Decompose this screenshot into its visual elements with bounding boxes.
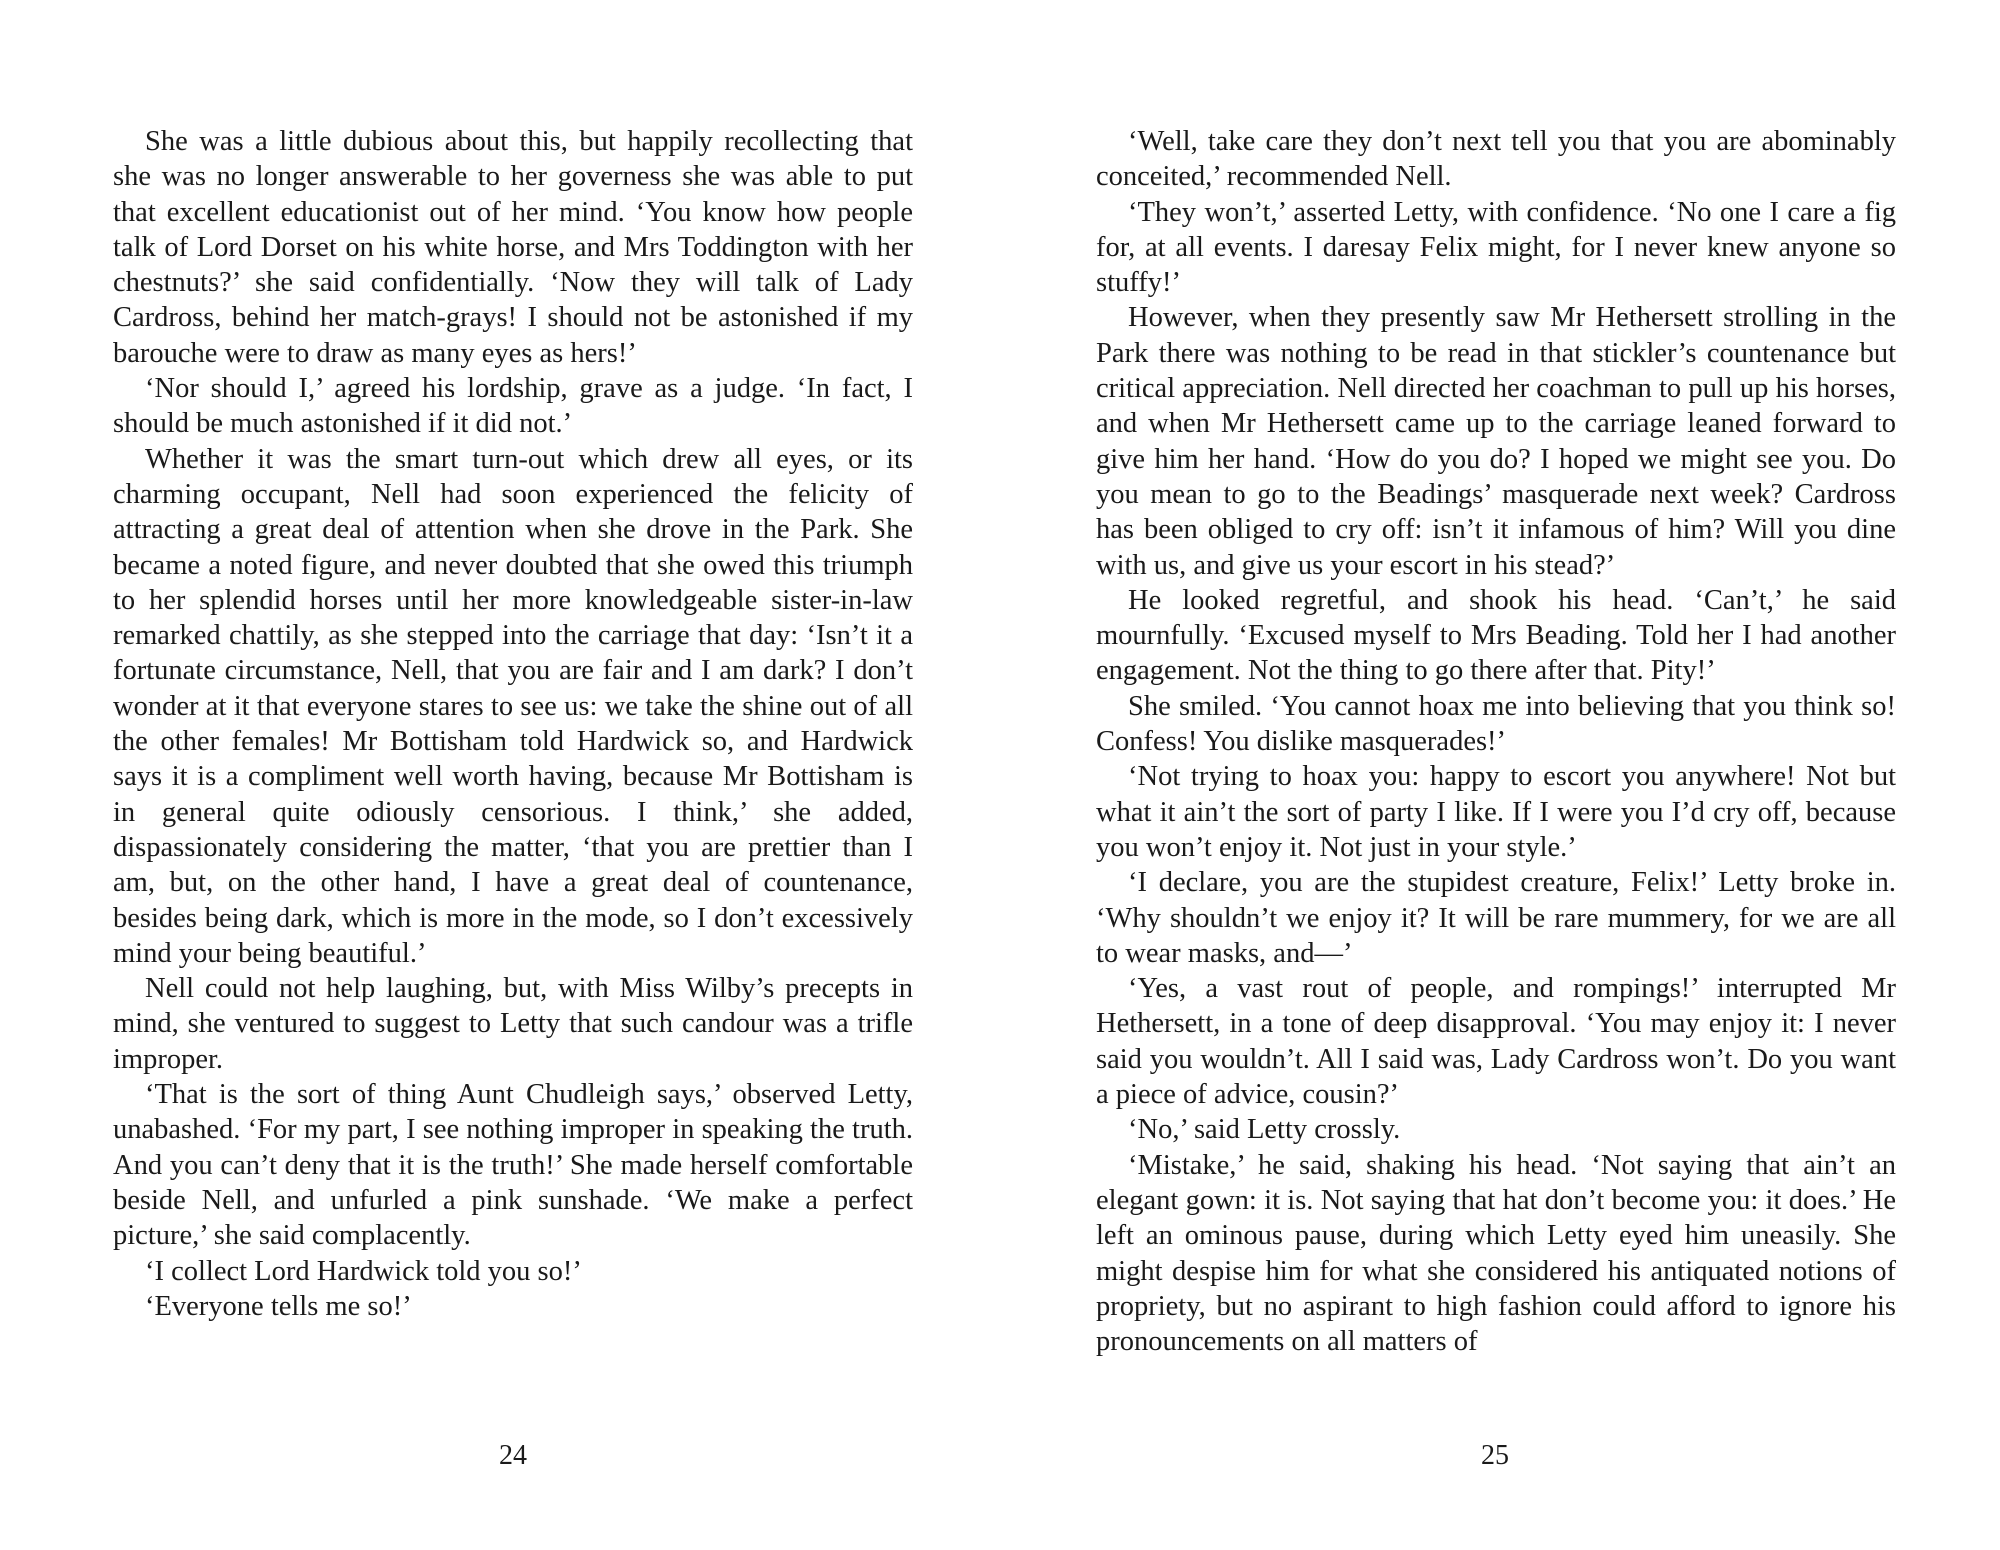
paragraph: ‘Everyone tells me so!’ <box>145 1290 412 1322</box>
paragraph: She was a little dubious about this, but happily recollecting that she was no longer answerable to her governess she was able to put that excellent educationist out of her mind. ‘You know how people talk of Lord Dorset on his white horse, and Mrs Toddington with her chestnuts?’ she said confidentially. ‘Now they will talk of Lady Cardross, behind her match-grays! I should not be astonished if my barouche were to draw as many eyes as hers!’ <box>113 126 913 369</box>
paragraph: ‘Mistake,’ he said, shaking his head. ‘Not saying that ain’t an elegant gown: it is. Not saying that hat don’t become you: it does.’ He left an ominous pause, during which Letty eyed him uneasily. She might despise him for what she considered his antiquated notions of propriety, but no aspirant to high fashion could afford to ignore his pronouncements on all matters of <box>1096 1149 1896 1358</box>
paragraph: However, when they presently saw Mr Hethersett strolling in the Park there was nothing to be read in that stickler’s countenance but critical appreciation. Nell directed her coachman to pull up his horses, and when Mr Hethersett came up to the carriage leaned forward to give him her hand. ‘How do you do? I hoped we might see you. Do you mean to go to the Beadings’ masquerade next week? Cardross has been obliged to cry off: isn’t it infamous of him? Will you dine with us, and give us your escort in his stead?’ <box>1096 302 1896 581</box>
paragraph: Whether it was the smart turn-out which drew all eyes, or its charming occupant, Nell had soon experienced the felicity of attracting a great deal of attention when she drove in the Park. She became a noted figure, and never doubted that she owed this triumph to her splendid horses until her more knowledgeable sister-in-law remarked chattily, as she stepped into the carriage that day: ‘Isn’t it a fortunate circumstance, Nell, that you are fair and I am dark? I don’t wonder at it that everyone stares to see us: we take the shine out of all the other females! Mr Bottisham told Hardwick so, and Hardwick says it is a compliment well worth having, because Mr Bottisham is in general quite odiously censorious. I think,’ she added, dispassionately considering the matter, ‘that you are prettier than I am, but, on the other hand, I have a great deal of countenance, besides being dark, which is more in the mode, so I don’t excessively mind your being beautiful.’ <box>113 443 913 969</box>
paragraph: ‘Nor should I,’ agreed his lordship, grave as a judge. ‘In fact, I should be much astonished if it did not.’ <box>113 373 913 440</box>
paragraph: ‘Yes, a vast rout of people, and rompings!’ interrupted Mr Hethersett, in a tone of deep disapproval. ‘You may enjoy it: I never said you wouldn’t. All I said was, Lady Cardross won’t. Do you want a piece of advice, cousin?’ <box>1096 973 1896 1111</box>
paragraph: ‘Not trying to hoax you: happy to escort you anywhere! Not but what it ain’t the sort of party I like. If I were you I’d cry off, because you won’t enjoy it. Not just in your style.’ <box>1096 761 1896 863</box>
paragraph: ‘They won’t,’ asserted Letty, with confidence. ‘No one I care a fig for, at all events. I daresay Felix might, for I never knew anyone so stuffy!’ <box>1096 196 1896 299</box>
paragraph: ‘I collect Lord Hardwick told you so!’ <box>145 1255 582 1287</box>
paragraph: ‘That is the sort of thing Aunt Chudleigh says,’ observed Letty, unabashed. ‘For my part, I see nothing improper in speaking the truth. And you can’t deny that it is the truth!’ She made herself comfortable beside Nell, and unfurled a pink sunshade. ‘We make a perfect picture,’ she said complacently. <box>113 1079 913 1252</box>
paragraph: He looked regretful, and shook his head. ‘Can’t,’ he said mournfully. ‘Excused myself to Mrs Beading. Told her I had another engagement. Not the thing to go there after that. Pity!’ <box>1096 584 1896 687</box>
paragraph: ‘No,’ said Letty crossly. <box>1128 1114 1401 1146</box>
paragraph: Nell could not help laughing, but, with Miss Wilby’s precepts in mind, she ventured to suggest to Letty that such candour was a trifle improper. <box>113 973 913 1075</box>
page-number-right: 25 <box>1481 1440 1509 1471</box>
paragraph: She smiled. ‘You cannot hoax me into believing that you think so! Confess! You dislike masquerades!’ <box>1096 690 1896 758</box>
page-number-left: 24 <box>499 1440 527 1471</box>
left-page <box>113 124 913 1324</box>
right-page <box>1096 124 1896 1359</box>
paragraph: ‘Well, take care they don’t next tell you that you are abominably conceited,’ recommended Nell. <box>1096 126 1896 193</box>
paragraph: ‘I declare, you are the stupidest creature, Felix!’ Letty broke in. ‘Why shouldn’t we enjoy it? It will be rare mummery, for we are all to wear masks, and—’ <box>1096 867 1896 969</box>
